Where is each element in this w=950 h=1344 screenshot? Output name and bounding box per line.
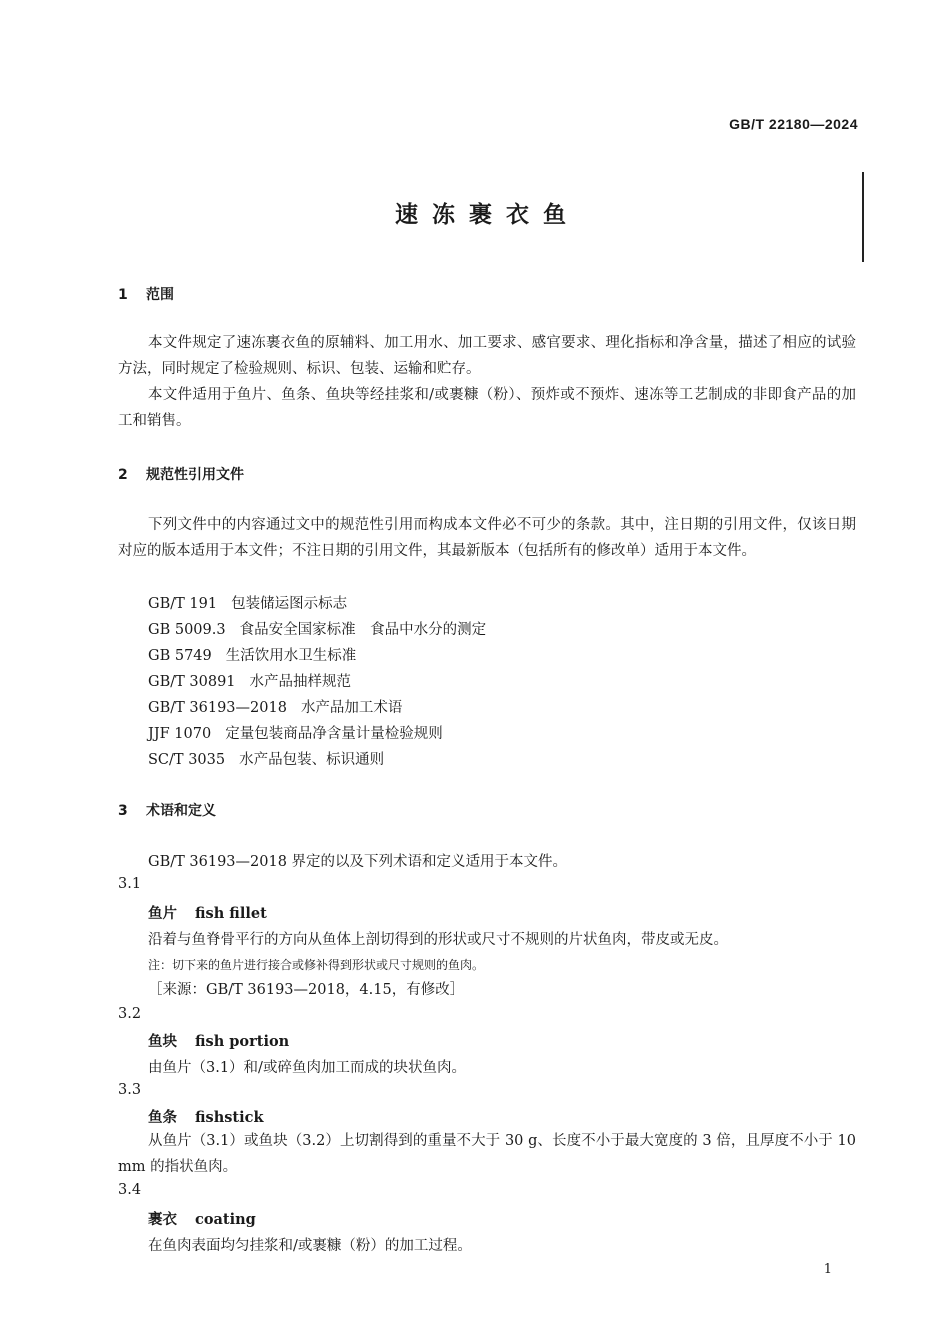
reference-title: 水产品包装、标识通则 xyxy=(239,752,385,768)
reference-code: GB/T 30891 xyxy=(148,674,236,690)
scope-paragraph-1: 本文件规定了速冻裹衣鱼的原辅料、加工用水、加工要求、感官要求、理化指标和净含量，描述了相应的试验方法，同时规定了检验规则、标识、包装、运输和贮存。 xyxy=(118,335,856,377)
reference-item xyxy=(148,696,402,717)
reference-code: GB 5009.3 xyxy=(148,622,226,638)
term-source: ［来源：GB/T 36193—2018，4.15，有修改］ xyxy=(148,982,465,998)
term-english: coating xyxy=(195,1211,256,1228)
section-number: 2 xyxy=(118,467,128,483)
reference-code: GB/T 191 xyxy=(148,596,218,612)
term-heading xyxy=(148,1106,264,1127)
scope-paragraph-2: 本文件适用于鱼片、鱼条、鱼块等经挂浆和/或裹糠（粉）、预炸或不预炸、速冻等工艺制成的非即食产品的加工和销售。 xyxy=(118,387,856,429)
reference-title: 水产品加工术语 xyxy=(300,700,403,716)
reference-item xyxy=(148,748,384,769)
reference-title: 食品安全国家标准 食品中水分的测定 xyxy=(239,622,487,638)
section-heading-scope xyxy=(118,284,174,304)
clause-number: 3.2 xyxy=(118,1006,142,1022)
section-number: 3 xyxy=(118,803,128,819)
document-title: 速冻裹衣鱼 xyxy=(395,202,580,228)
section-title: 术语和定义 xyxy=(146,803,216,819)
term-english: fish fillet xyxy=(195,905,267,922)
section-title: 范围 xyxy=(146,287,174,303)
reference-code: JJF 1070 xyxy=(148,726,212,742)
section-number: 1 xyxy=(118,287,128,303)
section-heading-terms xyxy=(118,800,216,820)
term-definition: 沿着与鱼脊骨平行的方向从鱼体上剖切得到的形状或尺寸不规则的片状鱼肉，带皮或无皮。 xyxy=(148,932,728,948)
terms-intro: GB/T 36193—2018 界定的以及下列术语和定义适用于本文件。 xyxy=(148,854,568,870)
reference-code: GB 5749 xyxy=(148,648,212,664)
reference-item xyxy=(148,618,486,639)
term-heading xyxy=(148,1030,289,1051)
page-number: 1 xyxy=(823,1262,832,1277)
reference-title: 水产品抽样规范 xyxy=(249,674,352,690)
reference-code: GB/T 36193—2018 xyxy=(148,700,287,716)
term-definition: 在鱼肉表面均匀挂浆和/或裹糠（粉）的加工过程。 xyxy=(148,1238,472,1254)
term-definition: 由鱼片（3.1）和/或碎鱼肉加工而成的块状鱼肉。 xyxy=(148,1060,466,1076)
reference-title: 包装储运图示标志 xyxy=(231,596,348,612)
term-english: fishstick xyxy=(195,1109,264,1126)
reference-item xyxy=(148,644,356,665)
normative-refs-intro: 下列文件中的内容通过文中的规范性引用而构成本文件必不可少的条款。其中，注日期的引用文件，仅该日期对应的版本适用于本文件；不注日期的引用文件，其最新版本（包括所有的修改单）适用于本文件。 xyxy=(118,517,856,559)
clause-number: 3.1 xyxy=(118,876,142,892)
term-chinese: 裹衣 xyxy=(148,1211,177,1228)
reference-item xyxy=(148,722,443,743)
term-chinese: 鱼条 xyxy=(148,1109,177,1126)
term-chinese: 鱼块 xyxy=(148,1033,177,1050)
clause-number: 3.4 xyxy=(118,1182,142,1198)
term-chinese: 鱼片 xyxy=(148,905,177,922)
reference-code: SC/T 3035 xyxy=(148,752,226,768)
clause-number: 3.3 xyxy=(118,1082,142,1098)
reference-item xyxy=(148,592,347,613)
term-english: fish portion xyxy=(195,1033,290,1050)
term-heading xyxy=(148,1208,256,1229)
term-definition: 从鱼片（3.1）或鱼块（3.2）上切割得到的重量不大于 30 g、长度不小于最大宽度的 3 倍，且厚度不小于 10 mm 的指状鱼肉。 xyxy=(118,1133,856,1175)
section-title: 规范性引用文件 xyxy=(146,467,244,483)
term-note: 注：切下来的鱼片进行接合或修补得到形状或尺寸规则的鱼肉。 xyxy=(148,958,485,972)
term-heading xyxy=(148,902,267,923)
section-heading-normative-refs xyxy=(118,464,244,484)
standard-number: GB/T 22180—2024 xyxy=(729,116,858,132)
reference-title: 生活饮用水卫生标准 xyxy=(225,648,357,664)
reference-title: 定量包装商品净含量计量检验规则 xyxy=(225,726,443,742)
reference-item xyxy=(148,670,351,691)
